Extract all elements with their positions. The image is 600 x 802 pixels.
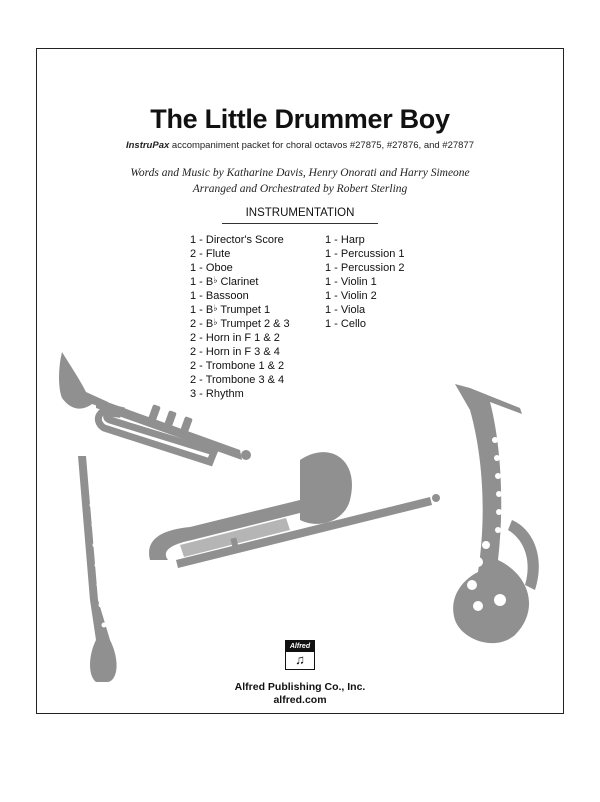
instrument-item: 3 - Rhythm	[190, 388, 244, 400]
flat-symbol: ♭	[213, 303, 218, 313]
publisher-name: Alfred Publishing Co., Inc.	[234, 681, 366, 693]
flat-symbol: ♭	[213, 317, 218, 327]
instrument-item: 1 - Harp	[325, 234, 365, 246]
instrument-item: 1 - Violin 2	[325, 290, 377, 302]
instrument-item: 1 - Violin 1	[325, 276, 377, 288]
instrument-item: 1 - Bassoon	[190, 290, 249, 302]
instrumentation-heading: INSTRUMENTATION	[222, 207, 378, 224]
instrument-item-prefix: 2 - B	[190, 318, 214, 330]
trumpet-icon	[59, 352, 251, 462]
instrument-item: 2 - Trombone 1 & 2	[190, 360, 285, 372]
flat-symbol: ♭	[213, 275, 218, 285]
instrument-item-suffix: Clarinet	[217, 276, 259, 288]
publisher-logo	[285, 640, 315, 670]
instrument-item: 1 - Cello	[325, 318, 366, 330]
instrument-item: 1 - Director's Score	[190, 234, 284, 246]
logo-mark-icon: ♫	[295, 652, 305, 667]
instrument-item: 1 - Percussion 2	[325, 262, 405, 274]
composer-credit: Words and Music by Katharine Davis, Henry Onorati and Harry Simeone	[130, 167, 470, 179]
page-title: The Little Drummer Boy	[150, 104, 450, 134]
instrument-item: 2 - Horn in F 3 & 4	[190, 346, 280, 358]
clarinet-icon	[78, 456, 117, 682]
instrument-item: 2 - Horn in F 1 & 2	[190, 332, 280, 344]
instrument-item: 2 - Trombone 3 & 4	[190, 374, 285, 386]
trombone-icon	[149, 452, 440, 568]
instrument-item: 1 - Oboe	[190, 262, 233, 274]
saxophone-icon	[453, 384, 539, 643]
instrument-item-suffix: Trumpet 2 & 3	[217, 318, 290, 330]
instrument-item-suffix: Trumpet 1	[217, 304, 271, 316]
arranger-credit: Arranged and Orchestrated by Robert Sterling	[192, 183, 408, 195]
subtitle-text: accompaniment packet for choral octavos #27875, #27876, and #27877	[169, 140, 475, 151]
instrument-item: 1 - Viola	[325, 304, 366, 316]
instrument-item: 2 - Flute	[190, 248, 231, 260]
instrument-item-prefix: 1 - B	[190, 304, 214, 316]
publisher-info	[0, 681, 600, 707]
instrument-item-prefix: 1 - B	[190, 276, 214, 288]
publisher-url: alfred.com	[273, 694, 327, 706]
logo-wordmark: Alfred	[286, 641, 314, 652]
instrument-item: 1 - Percussion 1	[325, 248, 405, 260]
brand-name: InstruPax	[125, 140, 170, 151]
